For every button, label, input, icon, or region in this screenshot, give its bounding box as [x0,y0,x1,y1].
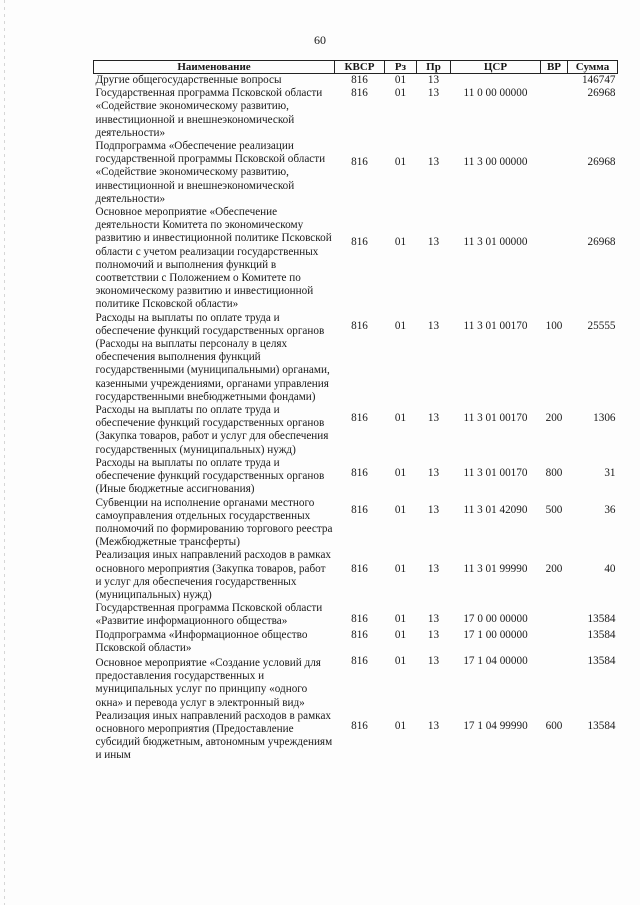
cell-pr: 13 [427,412,440,425]
cell-sum: 26968 [587,236,616,249]
cell-csr: 11 3 01 00170 [463,466,528,479]
cell-pr: 13 [427,613,440,626]
cell-rz: 01 [394,466,407,479]
cell-csr: 11 3 01 00170 [463,412,528,425]
cell-pr: 13 [427,236,440,249]
cell-sum: 26968 [587,87,616,100]
cell-csr [451,74,541,88]
table-row [94,602,618,628]
cell-rz: 01 [394,156,407,169]
table-row [94,312,618,404]
cell-pr: 13 [427,156,440,169]
cell-sum: 13584 [587,628,616,641]
cell-pr: 13 [427,466,440,479]
cell-csr: 11 3 00 00000 [463,156,528,169]
cell-kvsr: 816 [351,466,368,479]
header-rz: Рз [385,61,417,74]
cell-kvsr: 816 [351,563,368,576]
cell-pr: 13 [427,719,440,732]
cell-vr [541,74,568,88]
cell-kvsr: 816 [351,412,368,425]
cell-rz: 01 [394,412,407,425]
cell-vr: 200 [545,412,563,425]
table-row [94,404,618,457]
table-row [94,629,618,655]
table-row [94,457,618,497]
cell-name: Государственная программа Псковской области «Содействие экономическому развитию, инвестиционной и внешнеэкономической деятельности» [95,87,323,139]
cell-vr [541,87,568,140]
table-row [94,206,618,312]
cell-pr: 13 [427,319,440,332]
cell-kvsr: 816 [351,719,368,732]
budget-table [93,60,618,763]
cell-kvsr: 816 [351,74,368,86]
table-header [94,61,618,74]
cell-rz: 01 [394,654,407,667]
table-row [94,140,618,206]
header-csr: ЦСР [451,61,541,74]
cell-csr: 11 0 00 00000 [463,87,528,100]
cell-name: Государственная программа Псковской области «Развитие информационного общества» [95,602,323,628]
header-pr: Пр [417,61,451,74]
cell-kvsr: 816 [351,236,368,249]
cell-pr: 13 [427,503,440,516]
cell-pr: 13 [427,74,440,86]
cell-name: Расходы на выплаты по оплате труда и обеспечение функций государственных органов (Расходы на выплаты персоналу в целях обеспечения выполнения функций государственными (муниципальными) органами, казенными учреждениями, органами управления государственными внебюджетными фондами) [95,311,330,403]
cell-vr [541,140,568,206]
cell-csr: 17 1 00 00000 [463,628,528,641]
cell-kvsr: 816 [351,613,368,626]
cell-sum: 40 [604,563,616,576]
cell-kvsr: 816 [351,628,368,641]
cell-name: Другие общегосударственные вопросы [95,74,282,86]
cell-kvsr: 816 [351,87,368,100]
cell-pr: 13 [427,628,440,641]
cell-csr: 17 0 00 00000 [463,613,528,626]
cell-kvsr: 816 [351,156,368,169]
table-row [94,549,618,602]
cell-name: Основное мероприятие «Обеспечение деятельности Комитета по экономическому развитию и инвестиционной политике Псковской области с учетом реализации государственных полномочий и выполнения функций в соответствии с Положением о Комитете по экономическому развитию и инвестиционной политике Псковской области» [95,206,332,311]
cell-sum: 25555 [587,319,616,332]
cell-kvsr: 816 [351,654,368,667]
cell-vr: 500 [545,503,563,516]
cell-vr [541,602,568,628]
cell-sum: 13584 [587,654,616,667]
cell-rz: 01 [394,628,407,641]
cell-vr [541,629,568,655]
cell-rz: 01 [394,563,407,576]
cell-name: Подпрограмма «Информационное общество Псковской области» [95,628,308,654]
cell-name: Реализация иных направлений расходов в рамках основного мероприятия (Предоставление субсидий бюджетным, автономным учреждениям и иным [95,709,333,762]
cell-vr [541,655,568,710]
cell-name: Основное мероприятие «Создание условий для предоставления государственных и муниципальных услуг по принципу «одного окна» и перевода услуг в электронный вид» [95,656,321,709]
cell-name: Субвенции на исполнение органами местного самоуправления отдельных государственных полномочий по формированию торгового реестра (Межбюджетные трансферты) [95,496,333,549]
cell-sum: 36 [604,503,616,516]
cell-name: Расходы на выплаты по оплате труда и обеспечение функций государственных органов (Закупка товаров, работ и услуг для обеспечения государственных (муниципальных) нужд) [95,404,329,456]
table-row [94,655,618,710]
cell-csr: 11 3 01 00170 [463,319,528,332]
cell-sum: 31 [604,466,616,479]
table-row [94,74,618,88]
cell-rz: 01 [394,719,407,732]
cell-rz: 01 [394,503,407,516]
cell-pr: 13 [427,563,440,576]
cell-pr: 13 [427,654,440,667]
cell-sum: 13584 [587,719,616,732]
cell-vr: 100 [545,319,563,332]
scan-edge-mark [4,0,5,905]
cell-sum: 1306 [593,412,616,425]
table-row [94,497,618,550]
table-row [94,710,618,763]
table-body [94,74,618,763]
cell-kvsr: 816 [351,503,368,516]
cell-vr: 200 [545,563,563,576]
cell-rz: 01 [394,319,407,332]
cell-csr: 17 1 04 00000 [463,654,528,667]
cell-rz: 01 [394,87,407,100]
cell-pr: 13 [427,87,440,100]
header-vr: ВР [541,61,568,74]
header-sum: Сумма [568,61,618,74]
cell-csr: 17 1 04 99990 [463,719,528,732]
cell-csr: 11 3 01 99990 [463,563,528,576]
cell-sum: 13584 [587,613,616,626]
cell-kvsr: 816 [351,319,368,332]
cell-vr [541,206,568,312]
cell-sum: 26968 [587,156,616,169]
header-name: Наименование [94,61,335,74]
cell-sum: 146747 [581,74,616,86]
cell-rz: 01 [394,74,407,86]
cell-csr: 11 3 01 42090 [463,503,528,516]
cell-vr: 800 [545,466,563,479]
cell-name: Расходы на выплаты по оплате труда и обеспечение функций государственных органов (Иные бюджетные ассигнования) [95,456,325,496]
cell-csr: 11 3 01 00000 [463,236,528,249]
table-row [94,87,618,140]
cell-rz: 01 [394,613,407,626]
cell-name: Реализация иных направлений расходов в рамках основного мероприятия (Закупка товаров, работ и услуг для обеспечения государственных (муниципальных) нужд) [95,549,332,601]
header-kvsr: КВСР [335,61,385,74]
cell-vr: 600 [545,719,563,732]
page-number: 60 [314,33,326,47]
cell-rz: 01 [394,236,407,249]
cell-name: Подпрограмма «Обеспечение реализации государственной программы Псковской области «Содействие экономическому развитию, инвестиционной и внешнеэкономической деятельности» [95,140,326,205]
